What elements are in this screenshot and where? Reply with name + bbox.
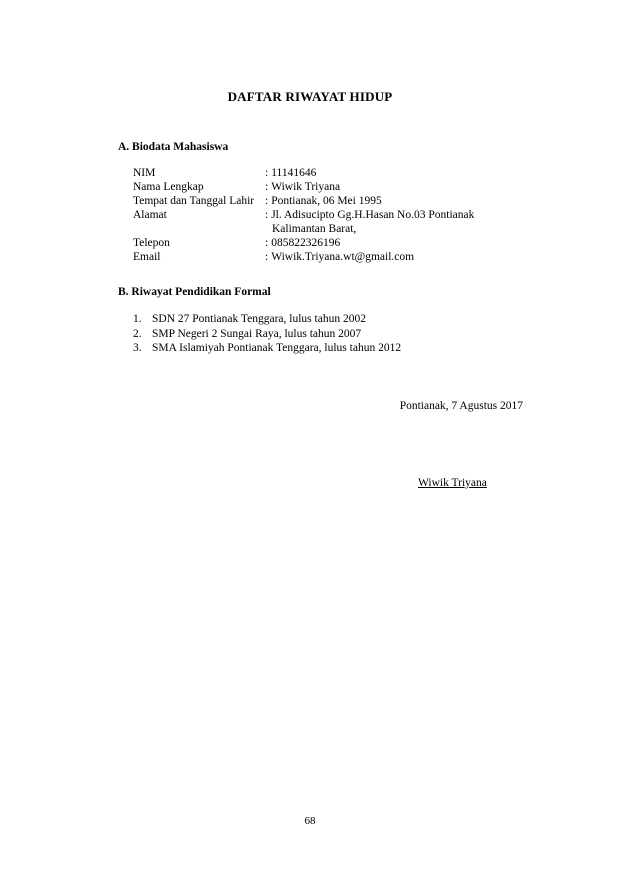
list-item-number: 3. <box>133 342 142 354</box>
field-label: NIM <box>133 167 156 179</box>
biodata-row-email <box>133 250 515 264</box>
field-value: Wiwik Triyana <box>271 181 341 193</box>
field-label: Email <box>133 251 161 263</box>
field-value: 11141646 <box>271 167 317 179</box>
field-value: 085822326196 <box>271 237 341 249</box>
place-date: Pontianak, 7 Agustus 2017 <box>399 400 523 412</box>
biodata-row-nim <box>133 166 515 180</box>
signature-name: Wiwik Triyana <box>418 477 487 489</box>
field-value-cell <box>265 236 515 250</box>
field-colon: : <box>265 251 269 263</box>
biodata-row-telepon <box>133 236 515 250</box>
field-value-cell <box>265 166 515 180</box>
biodata-table <box>133 166 515 264</box>
field-value-continuation: Kalimantan Barat, <box>272 223 357 235</box>
field-value-cell <box>265 208 515 236</box>
field-label: Tempat dan Tanggal Lahir <box>133 195 255 207</box>
field-colon: : <box>265 209 269 221</box>
field-value-cell <box>265 194 515 208</box>
field-value-cell <box>265 250 515 264</box>
field-value: Pontianak, 06 Mei 1995 <box>271 195 382 207</box>
field-value: Wiwik.Triyana.wt@gmail.com <box>271 251 415 263</box>
field-label: Nama Lengkap <box>133 181 204 193</box>
section-heading-education: B. Riwayat Pendidikan Formal <box>118 286 271 298</box>
field-colon: : <box>265 181 269 193</box>
field-colon: : <box>265 237 269 249</box>
page-number: 68 <box>304 815 316 827</box>
field-label: Alamat <box>133 209 167 221</box>
list-item-number: 1. <box>133 313 142 325</box>
biodata-row-nama <box>133 180 515 194</box>
education-list <box>133 312 401 356</box>
field-value-cell <box>265 180 515 194</box>
field-label: Telepon <box>133 237 170 249</box>
document-title: DAFTAR RIWAYAT HIDUP <box>227 89 393 104</box>
field-value: Jl. Adisucipto Gg.H.Hasan No.03 Pontianak <box>271 209 475 221</box>
field-colon: : <box>265 167 269 179</box>
list-item-text: SDN 27 Pontianak Tenggara, lulus tahun 2002 <box>152 313 366 325</box>
list-item <box>133 312 401 327</box>
list-item-number: 2. <box>133 327 142 340</box>
list-item-text: SMA Islamiyah Pontianak Tenggara, lulus tahun 2012 <box>152 342 402 354</box>
field-colon: : <box>265 195 269 207</box>
section-heading-biodata: A. Biodata Mahasiswa <box>118 141 229 153</box>
list-item <box>133 327 401 342</box>
list-item-text: SMP Negeri 2 Sungai Raya, lulus tahun 2007 <box>152 327 362 340</box>
list-item <box>133 341 401 356</box>
biodata-row-ttl <box>133 194 515 208</box>
biodata-row-alamat <box>133 208 515 236</box>
